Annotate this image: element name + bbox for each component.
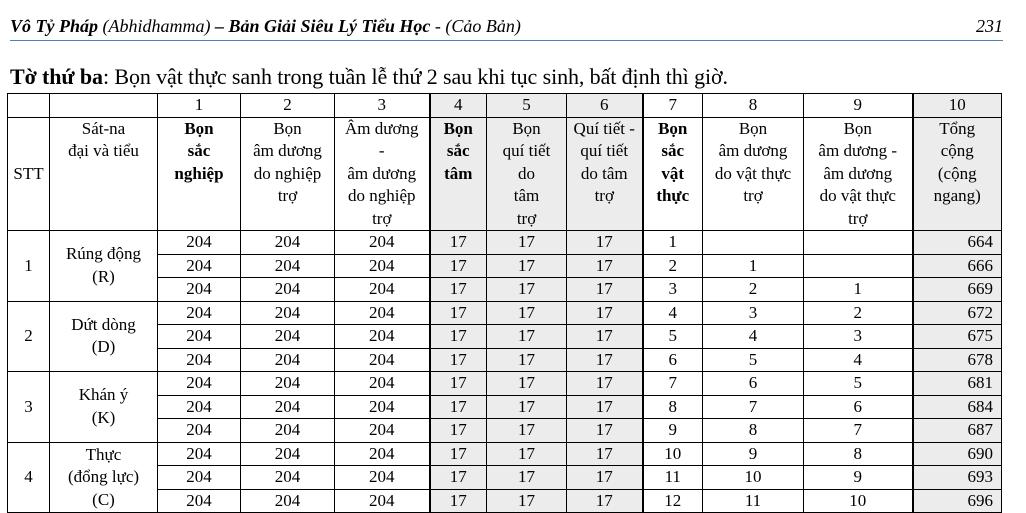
running-title: [10, 16, 521, 37]
table.headers.5-line: quí tiết: [580, 141, 629, 160]
table-row: [8, 419, 1002, 443]
table-cell: 684: [913, 395, 1002, 419]
column-header: [703, 117, 804, 231]
column-number: 2: [241, 94, 335, 118]
column-header: [241, 117, 335, 231]
table-cell: 204: [158, 442, 241, 466]
table-cell: 204: [335, 419, 430, 443]
table.headers.2-line: -: [378, 141, 385, 160]
table-cell: 3: [804, 325, 913, 349]
table.headers.5-line: Quí tiết -: [573, 118, 635, 138]
table-cell: 2: [703, 278, 804, 302]
table.headers.8-line: âm dương: [823, 163, 893, 183]
table-cell: 204: [158, 231, 241, 255]
table-cell: 17: [430, 372, 487, 396]
table.groups.3.name-line: (C): [92, 489, 115, 509]
table-cell: 10: [703, 466, 804, 490]
table-cell: [804, 231, 913, 255]
table-cell: 204: [335, 278, 430, 302]
table.headers.6-line: thực: [656, 186, 690, 205]
table-cell: 17: [430, 231, 487, 255]
table-cell: 666: [913, 254, 1002, 278]
table.headers.4-line: do: [518, 163, 535, 183]
table-cell: 664: [913, 231, 1002, 255]
stt-cell: 3: [8, 372, 50, 443]
column-number: 8: [703, 94, 804, 118]
table-cell: 204: [241, 442, 335, 466]
table.groups.3.name-line: Thực: [85, 444, 122, 464]
table-cell: 204: [335, 325, 430, 349]
table-row: [8, 325, 1002, 349]
table.headers.5-line: trợ: [594, 186, 614, 205]
data-table: [7, 93, 1002, 513]
table.headers.6-line: vật: [661, 163, 685, 183]
table-cell: 17: [487, 442, 567, 466]
moment-name-cell: [50, 301, 158, 372]
draft-note: - (Cảo Bản): [434, 16, 521, 36]
table-cell: 204: [335, 372, 430, 396]
table.headers.1-line: âm dương: [253, 141, 322, 160]
table-cell: 204: [335, 395, 430, 419]
table-cell: 669: [913, 278, 1002, 302]
column-header: [158, 117, 241, 231]
table-cell: 672: [913, 301, 1002, 325]
table-cell: 17: [567, 395, 643, 419]
table.headers.9-line: ngang): [933, 186, 981, 205]
table-cell: 9: [804, 466, 913, 490]
table-cell: 696: [913, 489, 1002, 513]
stt-cell: 1: [8, 231, 50, 302]
table-cell: 11: [643, 466, 703, 490]
table-cell: 17: [487, 278, 567, 302]
table-cell: 7: [804, 419, 913, 443]
table-cell: 17: [487, 466, 567, 490]
table-cell: 204: [335, 489, 430, 513]
column-number: 7: [643, 94, 703, 118]
name-header: [50, 117, 158, 231]
table-cell: 204: [158, 254, 241, 278]
table.headers.6-line: Bọn: [658, 118, 688, 138]
table-cell: 204: [158, 466, 241, 490]
table-cell: 17: [567, 348, 643, 372]
table.headers.8-line: âm dương -: [818, 141, 898, 160]
table-cell: 204: [241, 419, 335, 443]
table-cell: 204: [158, 419, 241, 443]
table-cell: 204: [241, 254, 335, 278]
table.headers.8-line: do vật thực: [819, 186, 896, 205]
table-cell: 17: [567, 372, 643, 396]
table-cell: 204: [158, 325, 241, 349]
table-cell: 204: [241, 231, 335, 255]
table-cell: 204: [335, 301, 430, 325]
page-number: 231: [976, 16, 1003, 36]
table-cell: 204: [158, 372, 241, 396]
table-cell: 678: [913, 348, 1002, 372]
table-cell: 8: [643, 395, 703, 419]
page-header: [10, 16, 1003, 41]
table-cell: 17: [430, 466, 487, 490]
table.headers.3-line: sắc: [446, 141, 470, 160]
table-cell: 5: [703, 348, 804, 372]
table-cell: 5: [804, 372, 913, 396]
table-cell: 17: [487, 301, 567, 325]
table.groups.0.name-line: (R): [92, 266, 115, 286]
table-cell: 17: [430, 301, 487, 325]
table-cell: 17: [430, 254, 487, 278]
section-title-bold: Tờ thứ ba: [10, 64, 103, 89]
table-row: [8, 348, 1002, 372]
table-cell: 17: [430, 395, 487, 419]
table.headers.4-line: quí tiết: [502, 141, 551, 160]
table-cell: 204: [241, 301, 335, 325]
table-cell: 17: [487, 325, 567, 349]
table-cell: 17: [567, 489, 643, 513]
table-cell: 17: [430, 489, 487, 513]
table.headers.0-line: nghiệp: [174, 163, 224, 183]
column-number: 1: [158, 94, 241, 118]
table-cell: 17: [487, 231, 567, 255]
table-row: [8, 395, 1002, 419]
column-number: 6: [567, 94, 643, 118]
table-cell: 17: [567, 231, 643, 255]
table.headers.8-line: Bọn: [843, 118, 872, 138]
table-cell: 9: [703, 442, 804, 466]
table-cell: 4: [643, 301, 703, 325]
table-cell: 17: [487, 348, 567, 372]
table-cell: 17: [430, 442, 487, 466]
table.headers.9-line: (cộng: [937, 163, 977, 183]
table-cell: 17: [567, 442, 643, 466]
table-cell: 204: [241, 325, 335, 349]
table-cell: 1: [643, 231, 703, 255]
moment-name-cell: [50, 231, 158, 302]
table-cell: 204: [241, 348, 335, 372]
section-title-text: : Bọn vật thực sanh trong tuần lễ thứ 2 sau khi tục sinh, bất định thì giờ.: [102, 64, 728, 89]
table-cell: 204: [241, 372, 335, 396]
table.headers.7-line: âm dương: [718, 141, 788, 160]
column-header: [913, 117, 1002, 231]
table-cell: 8: [703, 419, 804, 443]
table-cell: 10: [804, 489, 913, 513]
table-cell: [703, 231, 804, 255]
table-cell: 204: [241, 278, 335, 302]
table-cell: 17: [567, 301, 643, 325]
table-cell: 17: [487, 489, 567, 513]
moment-name-cell: [50, 372, 158, 443]
table.name_header-line: Sát-na: [81, 118, 126, 138]
table-cell: 17: [430, 278, 487, 302]
table-cell: 17: [567, 325, 643, 349]
table.headers.2-line: Âm dương: [345, 118, 419, 138]
table-row: [8, 254, 1002, 278]
table-cell: 17: [567, 254, 643, 278]
table-cell: 12: [643, 489, 703, 513]
section-title: [10, 64, 728, 90]
book-title: Vô Tỷ Pháp: [10, 16, 98, 36]
table.headers.7-line: trợ: [743, 186, 763, 205]
column-header: [487, 117, 567, 231]
table.headers.3-line: Bọn: [443, 118, 473, 138]
table.groups.2.name-line: (K): [91, 407, 116, 427]
table-cell: [804, 254, 913, 278]
table.headers.1-line: Bọn: [273, 118, 302, 138]
table-cell: 1: [703, 254, 804, 278]
table-cell: 687: [913, 419, 1002, 443]
moment-name-cell: [50, 442, 158, 513]
table.name_header-line: đại và tiểu: [68, 141, 139, 160]
table-cell: 17: [487, 395, 567, 419]
column-header: [567, 117, 643, 231]
column-number-row: [8, 94, 1002, 118]
table.headers.2-line: âm dương: [347, 163, 417, 183]
table.headers.9-line: cộng: [940, 141, 974, 160]
table.headers.0-line: Bọn: [184, 118, 214, 138]
column-header: [335, 117, 430, 231]
table-cell: 17: [567, 466, 643, 490]
table.headers.7-line: do vật thực: [714, 163, 792, 183]
table.headers.1-line: do nghiệp: [253, 163, 322, 183]
table-cell: 690: [913, 442, 1002, 466]
table.headers.9-line: Tổng: [939, 118, 976, 138]
table-cell: 204: [158, 348, 241, 372]
table-row: [8, 301, 1002, 325]
table-cell: 204: [335, 231, 430, 255]
table-cell: 204: [241, 466, 335, 490]
table-row: [8, 466, 1002, 490]
table.headers.7-line: Bọn: [738, 118, 768, 138]
table-cell: 7: [703, 395, 804, 419]
table-cell: 10: [643, 442, 703, 466]
table-cell: 681: [913, 372, 1002, 396]
table.headers.2-line: trợ: [372, 208, 392, 228]
table-cell: 3: [643, 278, 703, 302]
table-row: [8, 278, 1002, 302]
table-cell: 204: [158, 278, 241, 302]
column-number: 5: [487, 94, 567, 118]
table-cell: 6: [703, 372, 804, 396]
column-number: 4: [430, 94, 487, 118]
column-header-row: [8, 117, 1002, 231]
table-cell: 17: [567, 419, 643, 443]
table.groups.1.name-line: (D): [91, 337, 116, 357]
table-cell: 8: [804, 442, 913, 466]
table-cell: 204: [158, 301, 241, 325]
table.groups.1.name-line: Dứt dòng: [71, 314, 136, 334]
table.headers.0-line: sắc: [187, 141, 211, 160]
table-cell: 7: [643, 372, 703, 396]
table-cell: 4: [804, 348, 913, 372]
table-cell: 6: [804, 395, 913, 419]
table-cell: 3: [703, 301, 804, 325]
corner-cell-1: [8, 94, 50, 118]
stt-header: STT: [8, 117, 50, 231]
corner-cell-2: [50, 94, 158, 118]
column-number: 3: [335, 94, 430, 118]
table.groups.2.name-line: Khán ý: [78, 385, 129, 405]
table.headers.6-line: sắc: [661, 141, 685, 160]
table.headers.4-line: Bọn: [512, 118, 541, 138]
table.headers.3-line: tâm: [444, 163, 473, 183]
table-cell: 204: [335, 254, 430, 278]
table.headers.5-line: do tâm: [580, 163, 628, 183]
table-cell: 4: [703, 325, 804, 349]
table-cell: 11: [703, 489, 804, 513]
table-cell: 5: [643, 325, 703, 349]
table.headers.8-line: trợ: [848, 208, 868, 228]
table-cell: 204: [335, 442, 430, 466]
table-cell: 17: [487, 372, 567, 396]
table.headers.4-line: trợ: [516, 208, 537, 228]
table.headers.2-line: do nghiệp: [347, 186, 416, 205]
table-cell: 9: [643, 419, 703, 443]
chapter-title: Bản Giải Siêu Lý Tiểu Học: [228, 16, 431, 36]
table-cell: 17: [487, 419, 567, 443]
table-cell: 1: [804, 278, 913, 302]
book-subtitle: (Abhidhamma): [102, 16, 211, 36]
table.headers.1-line: trợ: [277, 186, 298, 205]
table-row: [8, 372, 1002, 396]
table-cell: 17: [430, 325, 487, 349]
table-cell: 17: [430, 419, 487, 443]
table-row: [8, 231, 1002, 255]
column-header: [430, 117, 487, 231]
column-number: 10: [913, 94, 1002, 118]
table-row: [8, 442, 1002, 466]
stt-cell: 2: [8, 301, 50, 372]
table-cell: 204: [241, 395, 335, 419]
table-cell: 6: [643, 348, 703, 372]
table-cell: 17: [430, 348, 487, 372]
table-cell: 2: [643, 254, 703, 278]
table-cell: 2: [804, 301, 913, 325]
table-cell: 204: [335, 348, 430, 372]
table.groups.3.name-line: (đổng lực): [67, 467, 140, 486]
table-cell: 204: [158, 489, 241, 513]
table-cell: 675: [913, 325, 1002, 349]
column-header: [643, 117, 703, 231]
stt-cell: 4: [8, 442, 50, 513]
table-cell: 693: [913, 466, 1002, 490]
table-cell: 204: [335, 466, 430, 490]
table.headers.4-line: tâm: [513, 186, 540, 205]
table-cell: 17: [567, 278, 643, 302]
title-dash: –: [214, 16, 224, 36]
table-cell: 17: [487, 254, 567, 278]
column-header: [804, 117, 913, 231]
column-number: 9: [804, 94, 913, 118]
table-cell: 204: [241, 489, 335, 513]
table.groups.0.name-line: Rúng động: [65, 244, 142, 264]
table-cell: 204: [158, 395, 241, 419]
